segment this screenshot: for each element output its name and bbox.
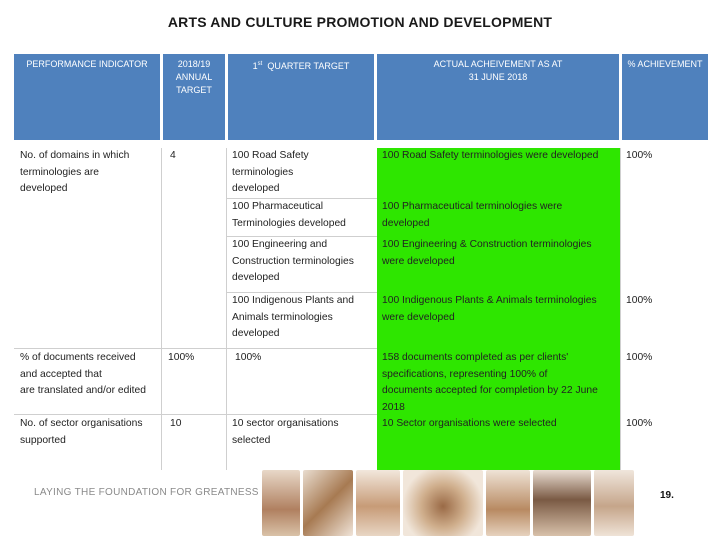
row1-sub3-target-l2: Construction terminologies bbox=[232, 255, 354, 267]
row2-actual-l2: specifications, representing 100% of bbox=[382, 368, 548, 380]
row1-sub4-actual-l1: 100 Indigenous Plants & Animals terminologies bbox=[382, 295, 597, 306]
row1-sub4-actual bbox=[382, 293, 618, 326]
row1-sub1-pct: 100% bbox=[626, 150, 653, 161]
row1-sub1-actual-l1: 100 Road Safety terminologies were developed bbox=[382, 150, 599, 161]
header-indicator-label: PERFORMANCE INDICATOR bbox=[26, 59, 148, 69]
row1-sub2-target bbox=[232, 199, 376, 232]
row2-quarter-target: 100% bbox=[235, 352, 262, 363]
row2-annual-target: 100% bbox=[168, 352, 195, 363]
row2-indicator-l3: are translated and/or edited bbox=[20, 385, 146, 396]
footer-slogan: LAYING THE FOUNDATION FOR GREATNESS bbox=[34, 487, 259, 498]
row1-sub4-target-l2: Animals terminologies bbox=[232, 311, 333, 323]
row2-indicator-l2: and accepted that bbox=[20, 368, 102, 380]
row1-sub1-target-l2: terminologies bbox=[232, 166, 294, 178]
row1-sub3-actual-l1: 100 Engineering & Construction terminologies bbox=[382, 239, 592, 250]
row3-quarter-target-l1: 10 sector organisations bbox=[232, 418, 339, 429]
header-quarter-text: QUARTER TARGET bbox=[267, 61, 350, 71]
row3-quarter-target bbox=[232, 416, 376, 449]
header-actual-line1: ACTUAL ACHEIVEMENT AS AT bbox=[433, 59, 563, 69]
row3-quarter-target-l2: selected bbox=[232, 434, 271, 446]
header-annual-target bbox=[163, 54, 225, 140]
row1-sub4-target-l3: developed bbox=[232, 328, 280, 339]
header-annual-line2: ANNUAL bbox=[175, 72, 213, 82]
header-quarter-num: 1 bbox=[252, 61, 258, 71]
row1-sub3-target-l1: 100 Engineering and bbox=[232, 239, 328, 250]
row1-sub3-target bbox=[232, 237, 376, 287]
header-actual-achievement bbox=[377, 54, 619, 140]
row1-sub3-actual-l2: were developed bbox=[382, 255, 455, 267]
grid-line bbox=[14, 348, 377, 349]
row1-sub2-actual-l1: 100 Pharmaceutical terminologies were bbox=[382, 201, 563, 212]
row1-sub4-pct: 100% bbox=[626, 295, 653, 306]
row1-sub3-target-l3: developed bbox=[232, 272, 280, 283]
row3-actual bbox=[382, 416, 620, 433]
row1-sub4-target-l1: 100 Indigenous Plants and bbox=[232, 295, 354, 306]
row2-actual-l1: 158 documents completed as per clients' bbox=[382, 352, 569, 363]
row1-sub2-actual bbox=[382, 199, 618, 232]
header-pct-achievement bbox=[622, 54, 708, 140]
row3-annual-target: 10 bbox=[170, 418, 182, 429]
row2-pct: 100% bbox=[626, 352, 653, 363]
row1-sub2-actual-l2: developed bbox=[382, 217, 430, 229]
header-annual-line1: 2018/19 bbox=[177, 59, 211, 69]
row2-actual bbox=[382, 350, 620, 416]
row1-sub2-target-l1: 100 Pharmaceutical bbox=[232, 201, 324, 212]
row1-sub1-actual bbox=[382, 148, 622, 165]
row1-indicator-l2: terminologies are bbox=[20, 166, 99, 178]
footer-photo-dancers bbox=[262, 470, 300, 536]
row1-sub3-actual bbox=[382, 237, 618, 270]
row3-indicator-l2: supported bbox=[20, 434, 66, 446]
page-number: 19. bbox=[660, 490, 674, 501]
footer-photo-ballet bbox=[533, 470, 591, 536]
grid-line bbox=[14, 414, 377, 415]
header-actual-line2: 31 JUNE 2018 bbox=[468, 72, 528, 82]
row1-indicator bbox=[20, 148, 160, 198]
row2-indicator-l1: % of documents received bbox=[20, 352, 136, 363]
row1-indicator-l1: No. of domains in which bbox=[20, 150, 130, 161]
header-quarter-target bbox=[228, 54, 374, 140]
row2-actual-l3: documents accepted for completion by 22 June bbox=[382, 385, 598, 396]
footer-photo-figures bbox=[303, 470, 353, 536]
row1-annual-target: 4 bbox=[170, 150, 176, 161]
footer-photo-dancer bbox=[594, 470, 634, 536]
row1-sub4-target bbox=[232, 293, 376, 343]
page-title: ARTS AND CULTURE PROMOTION AND DEVELOPMENT bbox=[167, 14, 553, 30]
row1-sub1-target bbox=[232, 148, 376, 198]
row1-sub4-actual-l2: were developed bbox=[382, 311, 455, 323]
footer-photo-beadwork bbox=[403, 470, 483, 536]
header-indicator bbox=[14, 54, 160, 140]
header-pct-label: % ACHIEVEMENT bbox=[627, 59, 703, 69]
grid-line bbox=[226, 148, 227, 470]
row2-actual-l4: 2018 bbox=[382, 401, 405, 413]
row1-sub2-target-l2: Terminologies developed bbox=[232, 217, 346, 229]
row2-indicator bbox=[20, 350, 165, 400]
row3-indicator bbox=[20, 416, 165, 449]
row1-sub1-target-l3: developed bbox=[232, 183, 280, 194]
row3-pct: 100% bbox=[626, 418, 653, 429]
row3-indicator-l1: No. of sector organisations bbox=[20, 418, 143, 429]
footer-photo-pottery bbox=[486, 470, 530, 536]
footer-photo-drum bbox=[356, 470, 400, 536]
header-annual-line3: TARGET bbox=[176, 85, 212, 95]
grid-line bbox=[620, 148, 621, 470]
row1-sub1-target-l1: 100 Road Safety bbox=[232, 150, 309, 161]
row1-indicator-l3: developed bbox=[20, 183, 68, 194]
row3-actual-l1: 10 Sector organisations were selected bbox=[382, 418, 557, 429]
header-quarter-sup: st bbox=[257, 61, 263, 67]
